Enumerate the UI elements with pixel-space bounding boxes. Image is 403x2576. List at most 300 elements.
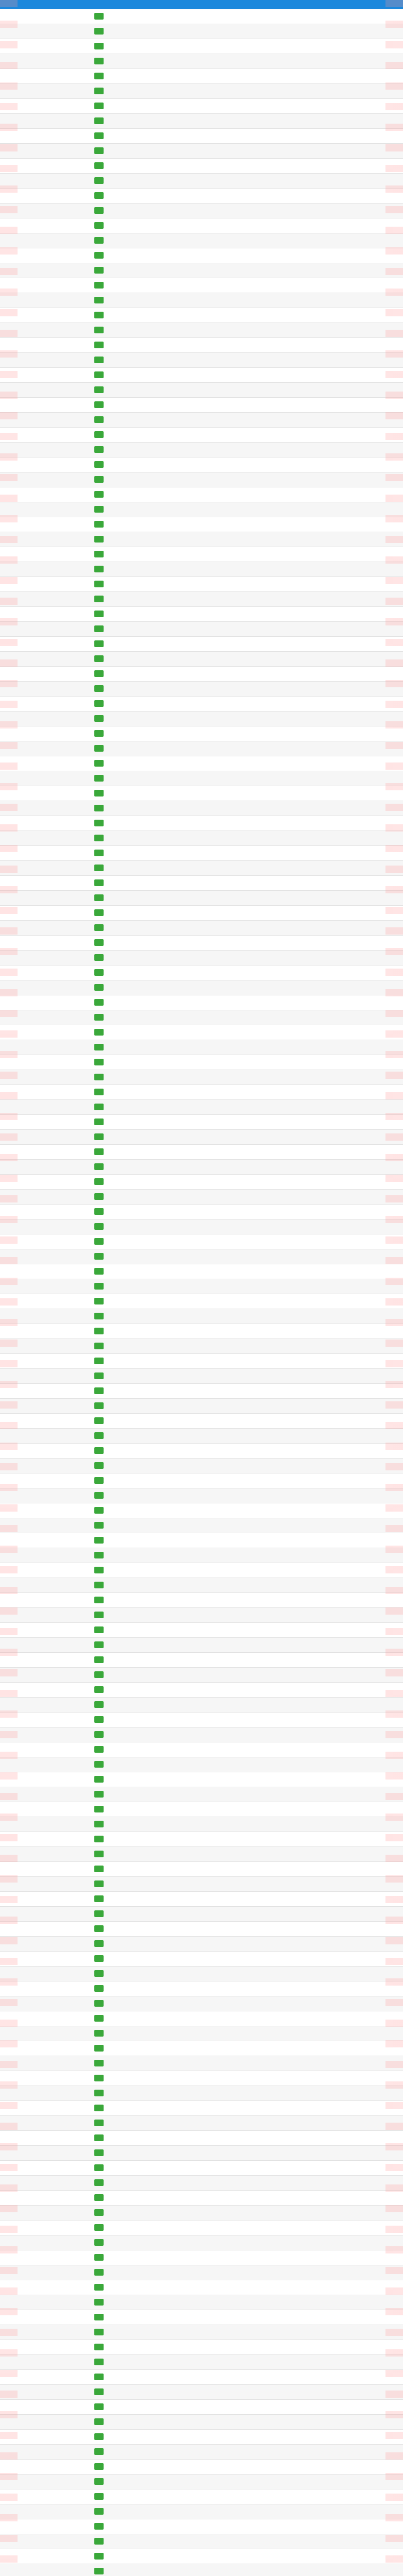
status-badge[interactable]: [94, 1970, 104, 1977]
status-badge[interactable]: [94, 1148, 104, 1155]
table-row[interactable]: [0, 801, 403, 816]
table-row[interactable]: [0, 1354, 403, 1369]
status-badge[interactable]: [94, 1791, 104, 1798]
status-badge[interactable]: [94, 2374, 104, 2380]
status-badge[interactable]: [94, 43, 104, 49]
table-row[interactable]: [0, 1264, 403, 1279]
table-row[interactable]: [0, 1802, 403, 1817]
table-row[interactable]: [0, 1414, 403, 1429]
status-badge[interactable]: [94, 2478, 104, 2485]
column-header[interactable]: [80, 0, 116, 9]
table-row[interactable]: [0, 2176, 403, 2191]
status-badge[interactable]: [94, 252, 104, 259]
status-badge[interactable]: [94, 1567, 104, 1573]
table-row[interactable]: [0, 2504, 403, 2519]
status-badge[interactable]: [94, 2493, 104, 2500]
table-row[interactable]: [0, 1907, 403, 1922]
status-badge[interactable]: [94, 1014, 104, 1021]
column-header[interactable]: [298, 0, 343, 9]
table-row[interactable]: [0, 1309, 403, 1324]
status-badge[interactable]: [94, 1238, 104, 1245]
table-row[interactable]: [0, 502, 403, 517]
status-badge[interactable]: [94, 1372, 104, 1379]
table-row[interactable]: [0, 233, 403, 248]
status-badge[interactable]: [94, 1940, 104, 1947]
table-row[interactable]: [0, 2206, 403, 2221]
table-row[interactable]: [0, 2071, 403, 2086]
table-row[interactable]: [0, 1698, 403, 1713]
status-badge[interactable]: [94, 177, 104, 184]
table-row[interactable]: [0, 204, 403, 218]
table-row[interactable]: [0, 9, 403, 24]
table-row[interactable]: [0, 2235, 403, 2250]
status-badge[interactable]: [94, 1432, 104, 1439]
status-badge[interactable]: [94, 1582, 104, 1588]
table-row[interactable]: [0, 2026, 403, 2041]
status-badge[interactable]: [94, 1283, 104, 1290]
table-row[interactable]: [0, 2086, 403, 2101]
table-row[interactable]: [0, 2041, 403, 2056]
status-badge[interactable]: [94, 670, 104, 677]
table-row[interactable]: [0, 1787, 403, 1802]
table-row[interactable]: [0, 2131, 403, 2146]
table-row[interactable]: [0, 891, 403, 906]
table-row[interactable]: [0, 1533, 403, 1548]
table-row[interactable]: [0, 2519, 403, 2534]
column-header[interactable]: [117, 0, 153, 9]
table-row[interactable]: [0, 308, 403, 323]
table-row[interactable]: [0, 1578, 403, 1593]
status-badge[interactable]: [94, 2164, 104, 2171]
table-row[interactable]: [0, 995, 403, 1010]
table-row[interactable]: [0, 786, 403, 801]
table-row[interactable]: [0, 129, 403, 144]
table-row[interactable]: [0, 2534, 403, 2549]
status-badge[interactable]: [94, 416, 104, 423]
table-row[interactable]: [0, 1772, 403, 1787]
status-badge[interactable]: [94, 999, 104, 1006]
table-row[interactable]: [0, 487, 403, 502]
table-row[interactable]: [0, 2549, 403, 2564]
status-badge[interactable]: [94, 2523, 104, 2530]
table-row[interactable]: [0, 1384, 403, 1399]
table-row[interactable]: [0, 1608, 403, 1623]
table-row[interactable]: [0, 1563, 403, 1578]
status-badge[interactable]: [94, 117, 104, 124]
status-badge[interactable]: [94, 2105, 104, 2111]
table-row[interactable]: [0, 2355, 403, 2370]
status-badge[interactable]: [94, 1806, 104, 1812]
table-row[interactable]: [0, 383, 403, 398]
table-row[interactable]: [0, 218, 403, 233]
status-badge[interactable]: [94, 566, 104, 572]
status-badge[interactable]: [94, 147, 104, 154]
status-badge[interactable]: [94, 1417, 104, 1424]
status-badge[interactable]: [94, 1597, 104, 1603]
table-row[interactable]: [0, 1324, 403, 1339]
status-badge[interactable]: [94, 1492, 104, 1499]
table-row[interactable]: [0, 936, 403, 951]
table-row[interactable]: [0, 159, 403, 174]
table-row[interactable]: [0, 2430, 403, 2445]
table-row[interactable]: [0, 1727, 403, 1742]
table-row[interactable]: [0, 1025, 403, 1040]
status-badge[interactable]: [94, 954, 104, 961]
table-row[interactable]: [0, 2310, 403, 2325]
status-badge[interactable]: [94, 1104, 104, 1110]
status-badge[interactable]: [94, 850, 104, 856]
table-row[interactable]: [0, 622, 403, 637]
table-row[interactable]: [0, 980, 403, 995]
status-badge[interactable]: [94, 267, 104, 274]
status-badge[interactable]: [94, 611, 104, 617]
table-row[interactable]: [0, 1249, 403, 1264]
status-badge[interactable]: [94, 1522, 104, 1529]
status-badge[interactable]: [94, 1880, 104, 1887]
table-row[interactable]: [0, 592, 403, 607]
column-header[interactable]: [206, 0, 254, 9]
status-badge[interactable]: [94, 162, 104, 169]
table-row[interactable]: [0, 771, 403, 786]
table-row[interactable]: [0, 1459, 403, 1473]
status-badge[interactable]: [94, 835, 104, 841]
status-badge[interactable]: [94, 2568, 104, 2574]
column-header[interactable]: [383, 0, 403, 9]
table-row[interactable]: [0, 263, 403, 278]
status-badge[interactable]: [94, 2194, 104, 2201]
table-row[interactable]: [0, 2400, 403, 2415]
table-row[interactable]: [0, 1205, 403, 1219]
table-row[interactable]: [0, 2116, 403, 2131]
status-badge[interactable]: [94, 2359, 104, 2365]
table-row[interactable]: [0, 1190, 403, 1205]
status-badge[interactable]: [94, 2075, 104, 2081]
table-row[interactable]: [0, 726, 403, 741]
table-row[interactable]: [0, 368, 403, 383]
table-row[interactable]: [0, 711, 403, 726]
table-row[interactable]: [0, 54, 403, 69]
table-row[interactable]: [0, 144, 403, 159]
status-badge[interactable]: [94, 2418, 104, 2425]
status-badge[interactable]: [94, 1074, 104, 1080]
table-row[interactable]: [0, 1757, 403, 1772]
status-badge[interactable]: [94, 132, 104, 139]
status-badge[interactable]: [94, 1701, 104, 1708]
status-badge[interactable]: [94, 13, 104, 20]
table-row[interactable]: [0, 114, 403, 129]
table-row[interactable]: [0, 667, 403, 682]
table-row[interactable]: [0, 1040, 403, 1055]
table-row[interactable]: [0, 562, 403, 577]
table-row[interactable]: [0, 2265, 403, 2280]
table-row[interactable]: [0, 532, 403, 547]
status-badge[interactable]: [94, 745, 104, 752]
status-badge[interactable]: [94, 312, 104, 318]
table-row[interactable]: [0, 1683, 403, 1698]
status-badge[interactable]: [94, 2269, 104, 2276]
table-row[interactable]: [0, 607, 403, 622]
table-row[interactable]: [0, 293, 403, 308]
status-badge[interactable]: [94, 1866, 104, 1872]
status-badge[interactable]: [94, 1118, 104, 1125]
table-row[interactable]: [0, 2415, 403, 2430]
table-row[interactable]: [0, 353, 403, 368]
table-row[interactable]: [0, 174, 403, 189]
status-badge[interactable]: [94, 1656, 104, 1663]
status-badge[interactable]: [94, 581, 104, 587]
status-badge[interactable]: [94, 446, 104, 453]
table-row[interactable]: [0, 1369, 403, 1384]
status-badge[interactable]: [94, 401, 104, 408]
status-badge[interactable]: [94, 730, 104, 737]
status-badge[interactable]: [94, 1955, 104, 1962]
status-badge[interactable]: [94, 2090, 104, 2096]
table-row[interactable]: [0, 2221, 403, 2235]
table-row[interactable]: [0, 1832, 403, 1847]
table-row[interactable]: [0, 1399, 403, 1414]
status-badge[interactable]: [94, 2209, 104, 2216]
status-badge[interactable]: [94, 2448, 104, 2455]
table-row[interactable]: [0, 1339, 403, 1354]
column-header[interactable]: [153, 0, 206, 9]
status-badge[interactable]: [94, 1910, 104, 1917]
table-row[interactable]: [0, 1518, 403, 1533]
table-row[interactable]: [0, 2101, 403, 2116]
table-row[interactable]: [0, 2056, 403, 2071]
table-row[interactable]: [0, 1130, 403, 1145]
table-row[interactable]: [0, 2370, 403, 2385]
status-badge[interactable]: [94, 357, 104, 363]
status-badge[interactable]: [94, 1507, 104, 1514]
table-row[interactable]: [0, 189, 403, 204]
table-row[interactable]: [0, 1473, 403, 1488]
status-badge[interactable]: [94, 1133, 104, 1140]
status-badge[interactable]: [94, 476, 104, 483]
status-badge[interactable]: [94, 1089, 104, 1095]
table-row[interactable]: [0, 741, 403, 756]
status-badge[interactable]: [94, 1223, 104, 1230]
status-badge[interactable]: [94, 207, 104, 214]
status-badge[interactable]: [94, 2553, 104, 2560]
table-row[interactable]: [0, 547, 403, 562]
status-badge[interactable]: [94, 371, 104, 378]
status-badge[interactable]: [94, 700, 104, 707]
table-row[interactable]: [0, 1668, 403, 1683]
table-row[interactable]: [0, 2146, 403, 2161]
table-row[interactable]: [0, 24, 403, 39]
table-row[interactable]: [0, 2250, 403, 2265]
status-badge[interactable]: [94, 386, 104, 393]
table-row[interactable]: [0, 816, 403, 831]
status-badge[interactable]: [94, 760, 104, 767]
status-badge[interactable]: [94, 2134, 104, 2141]
status-badge[interactable]: [94, 237, 104, 244]
status-badge[interactable]: [94, 984, 104, 991]
status-badge[interactable]: [94, 1821, 104, 1827]
status-badge[interactable]: [94, 1059, 104, 1065]
status-badge[interactable]: [94, 909, 104, 916]
table-row[interactable]: [0, 682, 403, 697]
table-row[interactable]: [0, 1219, 403, 1234]
status-badge[interactable]: [94, 327, 104, 333]
status-badge[interactable]: [94, 2120, 104, 2126]
status-badge[interactable]: [94, 1447, 104, 1454]
status-badge[interactable]: [94, 1402, 104, 1409]
table-row[interactable]: [0, 861, 403, 876]
table-row[interactable]: [0, 1847, 403, 1862]
table-row[interactable]: [0, 965, 403, 980]
status-badge[interactable]: [94, 1671, 104, 1678]
table-row[interactable]: [0, 1488, 403, 1503]
status-badge[interactable]: [94, 625, 104, 632]
table-row[interactable]: [0, 39, 403, 54]
status-badge[interactable]: [94, 2314, 104, 2320]
status-badge[interactable]: [94, 282, 104, 289]
status-badge[interactable]: [94, 865, 104, 871]
status-badge[interactable]: [94, 491, 104, 498]
status-badge[interactable]: [94, 939, 104, 946]
status-badge[interactable]: [94, 820, 104, 826]
status-badge[interactable]: [94, 1029, 104, 1036]
table-row[interactable]: [0, 1429, 403, 1444]
table-row[interactable]: [0, 921, 403, 936]
status-badge[interactable]: [94, 1985, 104, 1992]
status-badge[interactable]: [94, 1208, 104, 1215]
status-badge[interactable]: [94, 2538, 104, 2545]
status-badge[interactable]: [94, 2060, 104, 2066]
status-badge[interactable]: [94, 1761, 104, 1768]
table-row[interactable]: [0, 1713, 403, 1727]
status-badge[interactable]: [94, 2015, 104, 2022]
column-header[interactable]: [343, 0, 383, 9]
table-row[interactable]: [0, 1160, 403, 1175]
status-badge[interactable]: [94, 715, 104, 722]
table-row[interactable]: [0, 1653, 403, 1668]
status-badge[interactable]: [94, 431, 104, 438]
status-badge[interactable]: [94, 1313, 104, 1319]
table-row[interactable]: [0, 428, 403, 443]
status-badge[interactable]: [94, 2299, 104, 2306]
status-badge[interactable]: [94, 506, 104, 513]
status-badge[interactable]: [94, 2388, 104, 2395]
status-badge[interactable]: [94, 790, 104, 796]
status-badge[interactable]: [94, 1895, 104, 1902]
status-badge[interactable]: [94, 1358, 104, 1364]
status-badge[interactable]: [94, 2239, 104, 2246]
table-row[interactable]: [0, 2011, 403, 2026]
status-badge[interactable]: [94, 2030, 104, 2037]
table-row[interactable]: [0, 1817, 403, 1832]
table-row[interactable]: [0, 1100, 403, 1115]
status-badge[interactable]: [94, 1746, 104, 1753]
status-badge[interactable]: [94, 1268, 104, 1275]
table-row[interactable]: [0, 2385, 403, 2400]
table-row[interactable]: [0, 457, 403, 472]
table-row[interactable]: [0, 99, 403, 114]
status-badge[interactable]: [94, 2254, 104, 2261]
table-row[interactable]: [0, 652, 403, 667]
table-row[interactable]: [0, 756, 403, 771]
status-badge[interactable]: [94, 879, 104, 886]
status-badge[interactable]: [94, 521, 104, 528]
table-row[interactable]: [0, 846, 403, 861]
status-badge[interactable]: [94, 1641, 104, 1648]
table-row[interactable]: [0, 1937, 403, 1952]
table-row[interactable]: [0, 1892, 403, 1907]
table-row[interactable]: [0, 413, 403, 428]
status-badge[interactable]: [94, 28, 104, 35]
status-badge[interactable]: [94, 2344, 104, 2350]
table-row[interactable]: [0, 443, 403, 457]
table-row[interactable]: [0, 69, 403, 84]
status-badge[interactable]: [94, 1776, 104, 1783]
table-row[interactable]: [0, 517, 403, 532]
status-badge[interactable]: [94, 1178, 104, 1185]
table-row[interactable]: [0, 398, 403, 413]
status-badge[interactable]: [94, 1851, 104, 1857]
status-badge[interactable]: [94, 596, 104, 602]
status-badge[interactable]: [94, 297, 104, 303]
status-badge[interactable]: [94, 2045, 104, 2052]
status-badge[interactable]: [94, 2000, 104, 2007]
table-row[interactable]: [0, 1952, 403, 1967]
table-row[interactable]: [0, 1085, 403, 1100]
table-row[interactable]: [0, 1922, 403, 1937]
table-row[interactable]: [0, 1742, 403, 1757]
status-badge[interactable]: [94, 655, 104, 662]
table-row[interactable]: [0, 2280, 403, 2295]
table-row[interactable]: [0, 2325, 403, 2340]
table-row[interactable]: [0, 1638, 403, 1653]
column-header[interactable]: [36, 0, 80, 9]
table-row[interactable]: [0, 831, 403, 846]
status-badge[interactable]: [94, 58, 104, 64]
status-badge[interactable]: [94, 2284, 104, 2291]
table-row[interactable]: [0, 1981, 403, 1996]
status-badge[interactable]: [94, 88, 104, 94]
status-badge[interactable]: [94, 640, 104, 647]
table-row[interactable]: [0, 1234, 403, 1249]
table-row[interactable]: [0, 951, 403, 965]
table-row[interactable]: [0, 1279, 403, 1294]
status-badge[interactable]: [94, 2149, 104, 2156]
status-badge[interactable]: [94, 1193, 104, 1200]
column-header[interactable]: [0, 0, 36, 9]
table-row[interactable]: [0, 1294, 403, 1309]
status-badge[interactable]: [94, 1836, 104, 1842]
table-row[interactable]: [0, 1503, 403, 1518]
table-row[interactable]: [0, 1996, 403, 2011]
status-badge[interactable]: [94, 1716, 104, 1723]
status-badge[interactable]: [94, 1626, 104, 1633]
table-row[interactable]: [0, 876, 403, 891]
status-badge[interactable]: [94, 1387, 104, 1394]
table-row[interactable]: [0, 1145, 403, 1160]
table-row[interactable]: [0, 2475, 403, 2489]
status-badge[interactable]: [94, 1925, 104, 1932]
table-row[interactable]: [0, 1010, 403, 1025]
table-row[interactable]: [0, 2489, 403, 2504]
table-row[interactable]: [0, 1877, 403, 1892]
status-badge[interactable]: [94, 1462, 104, 1469]
status-badge[interactable]: [94, 1163, 104, 1170]
status-badge[interactable]: [94, 1044, 104, 1050]
status-badge[interactable]: [94, 2179, 104, 2186]
table-row[interactable]: [0, 1623, 403, 1638]
table-row[interactable]: [0, 2161, 403, 2176]
table-row[interactable]: [0, 338, 403, 353]
table-row[interactable]: [0, 577, 403, 592]
